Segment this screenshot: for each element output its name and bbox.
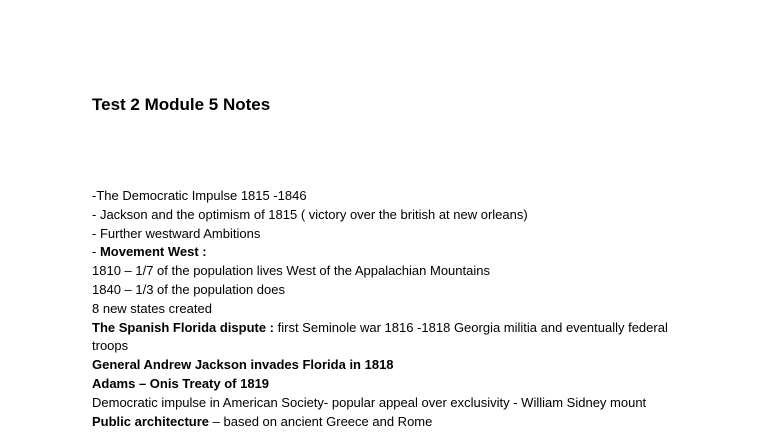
notes-line: 8 new states created [92,300,212,316]
notes-line: -The Democratic Impulse 1815 -1846 [92,188,307,203]
notes-line: Democratic impulse in American Society- popular appeal over exclusivity - William Sidney mount [92,394,647,410]
line-text: first Seminole war 1816 -1818 Georgia militia and eventually federal troops [92,319,668,354]
notes-line [92,319,672,357]
notes-body [92,187,672,431]
notes-line [92,413,672,432]
line-text: – based on ancient Greece and Rome [209,413,433,429]
heading-jackson-invades: General Andrew Jackson invades Florida in 1818 [92,357,394,373]
notes-line: - Jackson and the optimism of 1815 ( victory over the british at new orleans) [92,206,528,222]
page-title: Test 2 Module 5 Notes [92,95,271,114]
notes-line: 1840 – 1/3 of the population does [92,281,285,297]
notes-line: - Further westward Ambitions [92,225,261,241]
heading-spanish-florida: The Spanish Florida dispute : [92,319,275,335]
notes-line: 1810 – 1/7 of the population lives West of the Appalachian Mountains [92,263,490,279]
heading-public-architecture: Public architecture [92,413,210,429]
line-prefix: - [92,244,100,260]
notes-line [92,243,672,262]
heading-movement-west: Movement West : [99,244,207,260]
heading-adams-onis: Adams – Onis Treaty of 1819 [92,375,270,391]
